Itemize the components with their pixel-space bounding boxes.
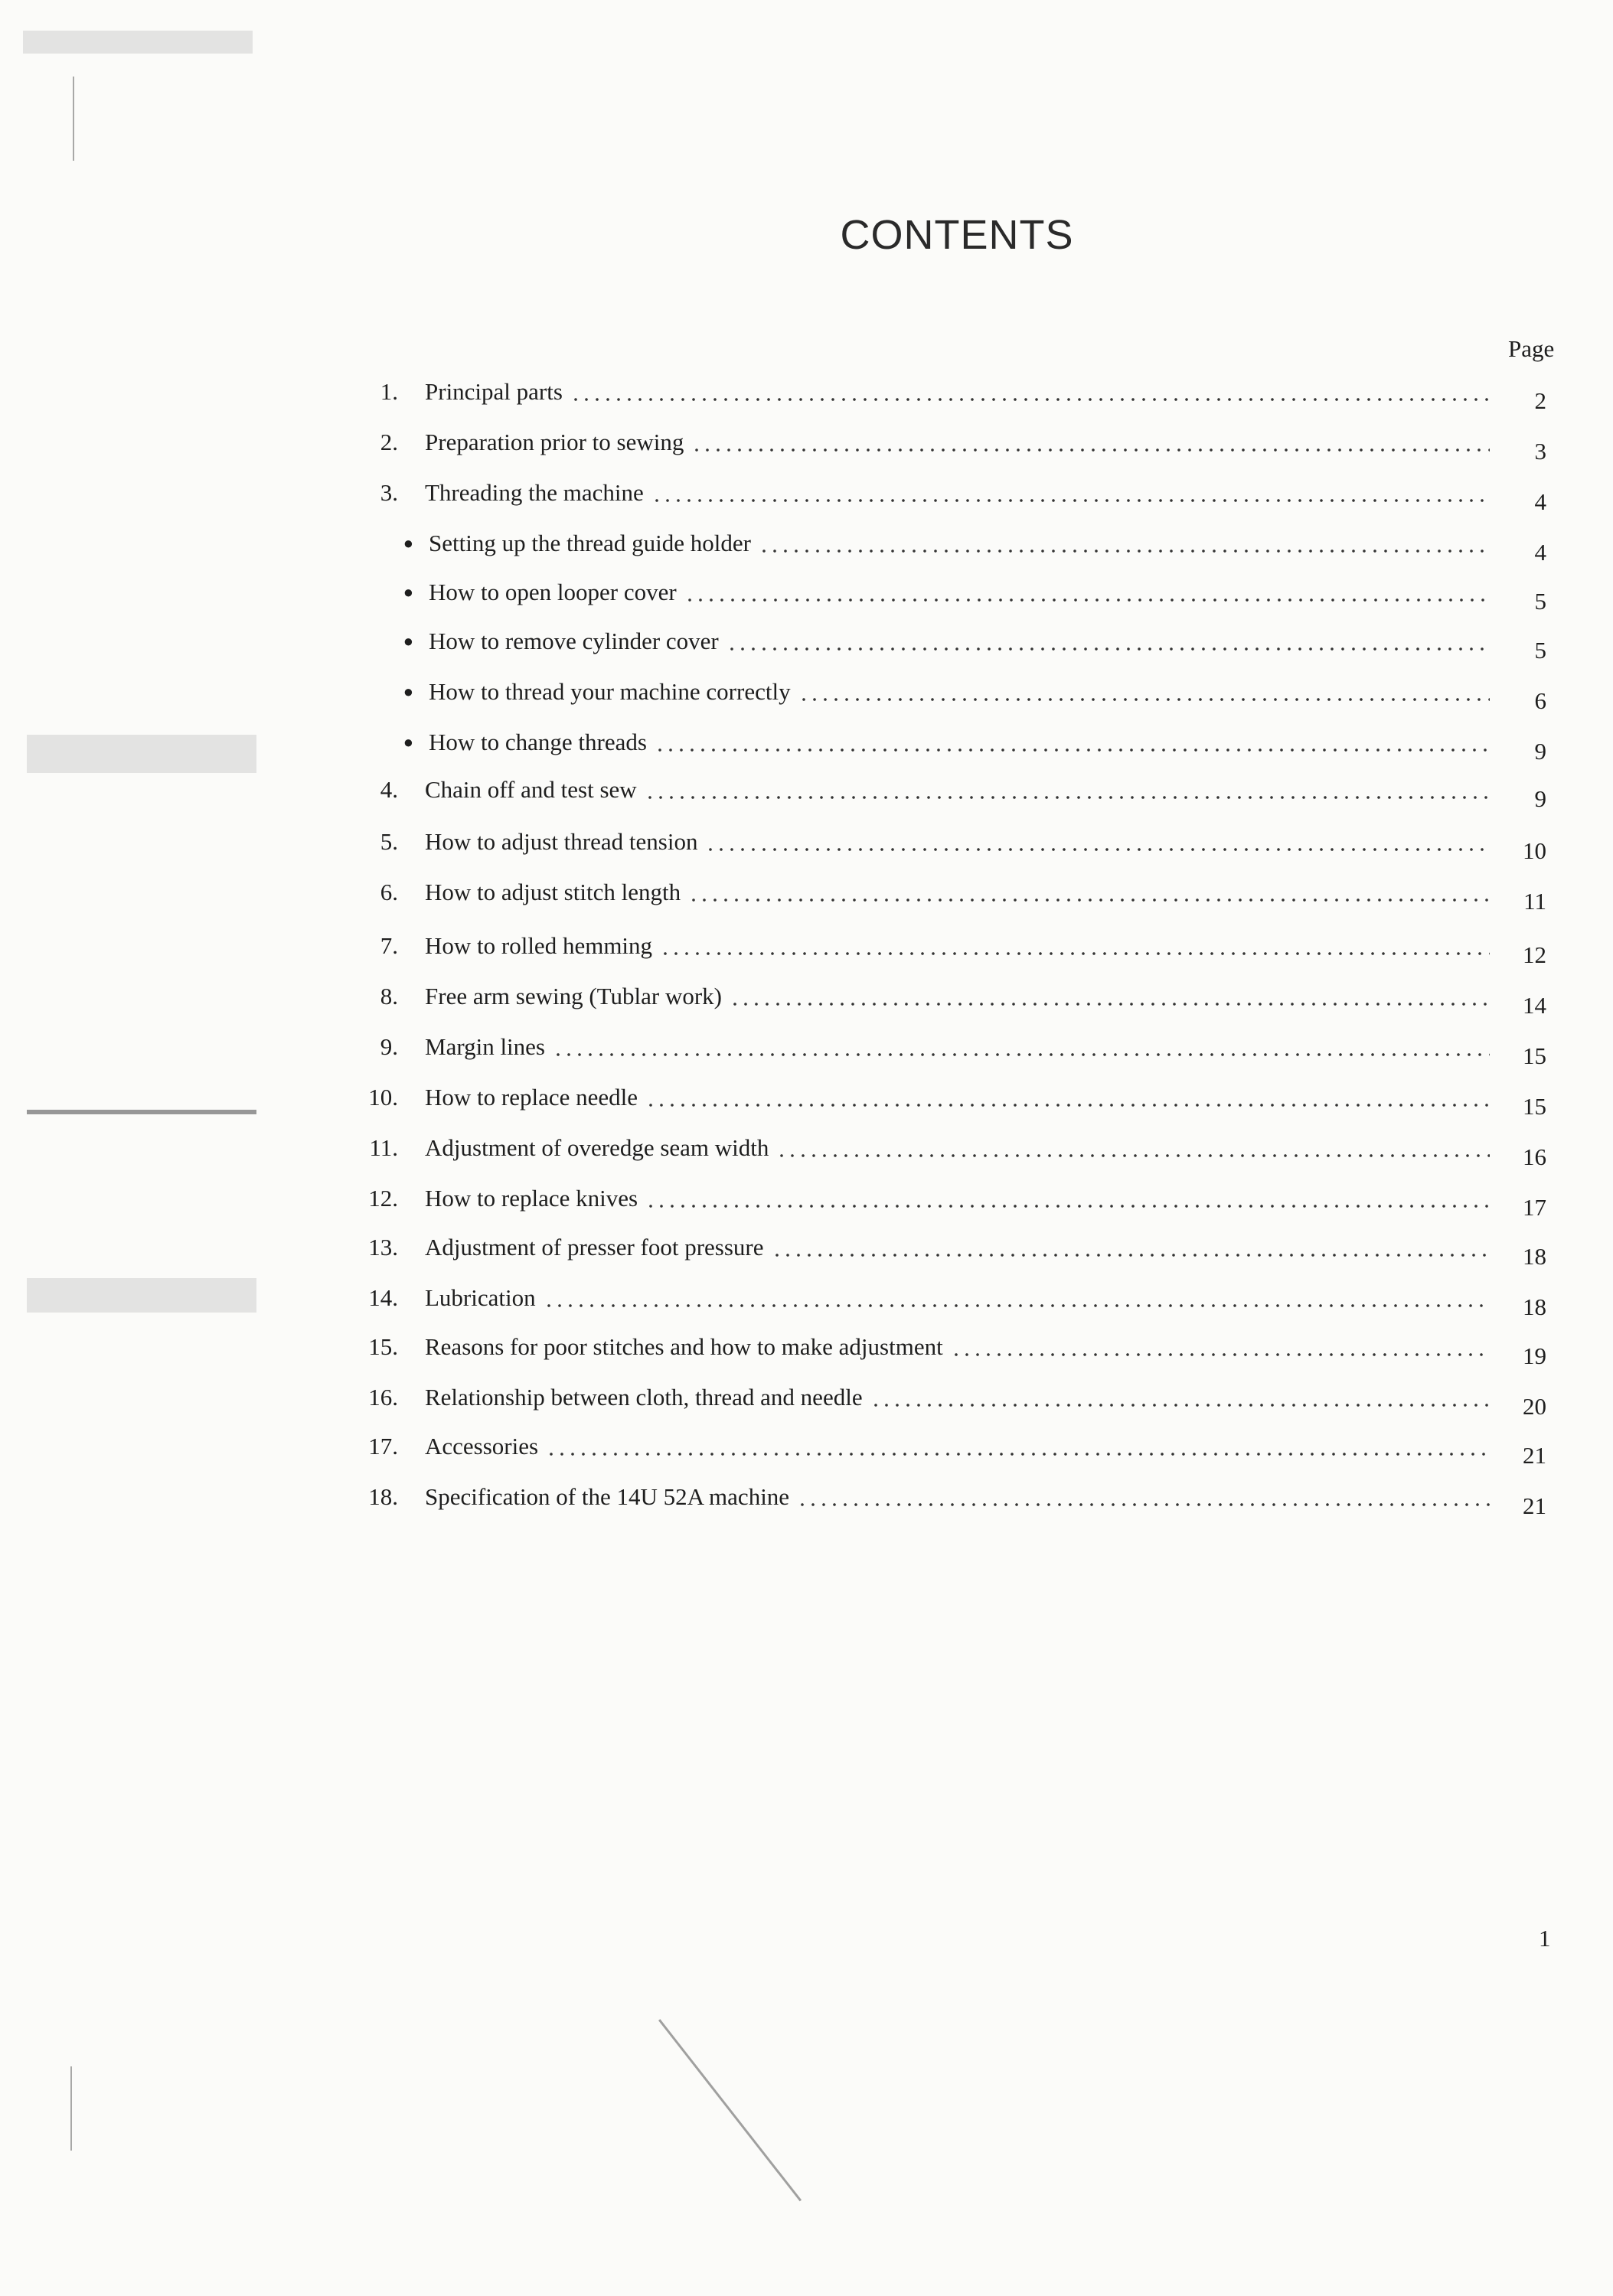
toc-entry xyxy=(337,972,1546,1019)
scan-smudge xyxy=(23,31,253,54)
toc-entry xyxy=(337,568,1546,615)
entry-page: 21 xyxy=(1523,1442,1546,1469)
toc-entry xyxy=(337,921,1546,968)
toc-entry xyxy=(337,1473,1546,1519)
entry-title: Principal parts xyxy=(425,378,563,405)
entry-title: Adjustment of overedge seam width xyxy=(425,1134,769,1161)
entry-number: 5. xyxy=(380,828,398,855)
entry-page: 12 xyxy=(1523,941,1546,968)
dot-leader xyxy=(759,550,1490,553)
entry-title: Preparation prior to sewing xyxy=(425,429,684,455)
entry-title: How to replace needle xyxy=(425,1084,638,1110)
scan-line xyxy=(658,2019,802,2201)
dot-leader xyxy=(951,1353,1490,1356)
entry-number: 6. xyxy=(380,879,398,905)
dot-leader xyxy=(688,899,1490,902)
entry-number: 10. xyxy=(368,1084,398,1110)
entry-title: How to rolled hemming xyxy=(425,932,653,959)
dot-leader xyxy=(705,848,1490,851)
entry-number: 8. xyxy=(380,983,398,1009)
bullet-icon: ● xyxy=(403,682,413,701)
entry-title: How to change threads xyxy=(429,729,647,755)
entry-title: Threading the machine xyxy=(425,479,644,506)
toc-entry xyxy=(337,765,1546,812)
toc-entry xyxy=(337,1174,1546,1221)
toc-entry xyxy=(337,367,1546,414)
entry-title: Specification of the 14U 52A machine xyxy=(425,1483,790,1510)
entry-number: 15. xyxy=(368,1333,398,1360)
entry-number: 12. xyxy=(368,1185,398,1212)
entry-page: 4 xyxy=(1534,539,1546,566)
page-number: 1 xyxy=(1539,1925,1551,1952)
entry-title: Accessories xyxy=(425,1433,539,1459)
entry-page: 19 xyxy=(1523,1342,1546,1369)
entry-page: 14 xyxy=(1523,992,1546,1019)
entry-number: 16. xyxy=(368,1384,398,1411)
toc-entry xyxy=(337,1022,1546,1069)
entry-page: 16 xyxy=(1523,1143,1546,1170)
dot-leader xyxy=(546,1453,1490,1456)
toc-entry xyxy=(337,868,1546,915)
entry-number: 14. xyxy=(368,1284,398,1311)
entry-page: 3 xyxy=(1534,438,1546,465)
entry-page: 21 xyxy=(1523,1492,1546,1519)
entry-number: 1. xyxy=(380,378,398,405)
entry-number: 17. xyxy=(368,1433,398,1459)
entry-title: Margin lines xyxy=(425,1033,545,1060)
entry-number: 7. xyxy=(380,932,398,959)
entry-number: 11. xyxy=(369,1134,398,1161)
scan-line xyxy=(73,77,74,161)
dot-leader xyxy=(797,1503,1490,1506)
entry-title: Lubrication xyxy=(425,1284,536,1311)
entry-title: Setting up the thread guide holder xyxy=(429,530,751,556)
dot-leader xyxy=(645,1104,1490,1107)
entry-number: 2. xyxy=(380,429,398,455)
toc-entry xyxy=(337,1373,1546,1420)
toc-entry xyxy=(337,1274,1546,1320)
entry-number: 4. xyxy=(380,776,398,803)
scan-smudge xyxy=(27,1110,256,1114)
entry-page: 5 xyxy=(1534,588,1546,615)
toc-entry xyxy=(337,1073,1546,1120)
toc-entry xyxy=(337,468,1546,515)
dot-leader xyxy=(727,647,1490,651)
entry-title: Free arm sewing (Tublar work) xyxy=(425,983,722,1009)
entry-number: 18. xyxy=(368,1483,398,1510)
toc-entry xyxy=(337,1322,1546,1369)
dot-leader xyxy=(553,1053,1490,1056)
entry-page: 10 xyxy=(1523,837,1546,864)
dot-leader xyxy=(660,952,1490,955)
entry-page: 4 xyxy=(1534,488,1546,515)
toc-entry xyxy=(337,1124,1546,1170)
dot-leader xyxy=(798,698,1490,701)
entry-page: 6 xyxy=(1534,687,1546,714)
entry-page: 9 xyxy=(1534,785,1546,812)
entry-title: Reasons for poor stitches and how to make adjustment xyxy=(425,1333,943,1360)
scan-smudge xyxy=(27,1278,256,1313)
dot-leader xyxy=(645,796,1490,799)
toc-entry xyxy=(337,667,1546,714)
dot-leader xyxy=(655,748,1490,752)
entry-page: 5 xyxy=(1534,637,1546,664)
dot-leader xyxy=(691,448,1490,452)
dot-leader xyxy=(645,1205,1490,1208)
toc-entry xyxy=(337,617,1546,664)
entry-page: 17 xyxy=(1523,1194,1546,1221)
entry-page: 11 xyxy=(1523,888,1546,915)
entry-number: 13. xyxy=(368,1234,398,1261)
dot-leader xyxy=(684,598,1490,602)
toc-entry xyxy=(337,817,1546,864)
entry-page: 20 xyxy=(1523,1393,1546,1420)
entry-title: How to replace knives xyxy=(425,1185,638,1212)
entry-page: 18 xyxy=(1523,1243,1546,1270)
dot-leader xyxy=(772,1254,1490,1257)
bullet-icon: ● xyxy=(403,631,413,651)
bullet-icon: ● xyxy=(403,533,413,553)
entry-title: How to remove cylinder cover xyxy=(429,628,719,654)
dot-leader xyxy=(870,1404,1490,1407)
entry-title: How to thread your machine correctly xyxy=(429,678,791,705)
entry-title: Relationship between cloth, thread and needle xyxy=(425,1384,863,1411)
entry-page: 15 xyxy=(1523,1042,1546,1069)
entry-page: 9 xyxy=(1534,738,1546,765)
toc-entry xyxy=(337,1422,1546,1469)
dot-leader xyxy=(730,1003,1490,1006)
dot-leader xyxy=(651,499,1490,502)
bullet-icon: ● xyxy=(403,582,413,602)
entry-title: How to open looper cover xyxy=(429,579,677,605)
entry-title: Adjustment of presser foot pressure xyxy=(425,1234,764,1261)
toc-entry xyxy=(337,718,1546,765)
entry-page: 15 xyxy=(1523,1093,1546,1120)
entry-number: 9. xyxy=(380,1033,398,1060)
dot-leader xyxy=(570,398,1490,401)
entry-number: 3. xyxy=(380,479,398,506)
page-column-header: Page xyxy=(1508,335,1555,362)
dot-leader xyxy=(544,1304,1490,1307)
scan-line xyxy=(70,2066,72,2151)
entry-title: Chain off and test sew xyxy=(425,776,637,803)
page-title: CONTENTS xyxy=(840,212,1074,258)
bullet-icon: ● xyxy=(403,732,413,752)
dot-leader xyxy=(776,1154,1490,1157)
toc-entry xyxy=(337,519,1546,566)
toc-entry xyxy=(337,1223,1546,1270)
entry-page: 2 xyxy=(1534,387,1546,414)
entry-title: How to adjust thread tension xyxy=(425,828,698,855)
toc-entry xyxy=(337,418,1546,465)
scan-smudge xyxy=(27,735,256,773)
entry-title: How to adjust stitch length xyxy=(425,879,681,905)
entry-page: 18 xyxy=(1523,1293,1546,1320)
